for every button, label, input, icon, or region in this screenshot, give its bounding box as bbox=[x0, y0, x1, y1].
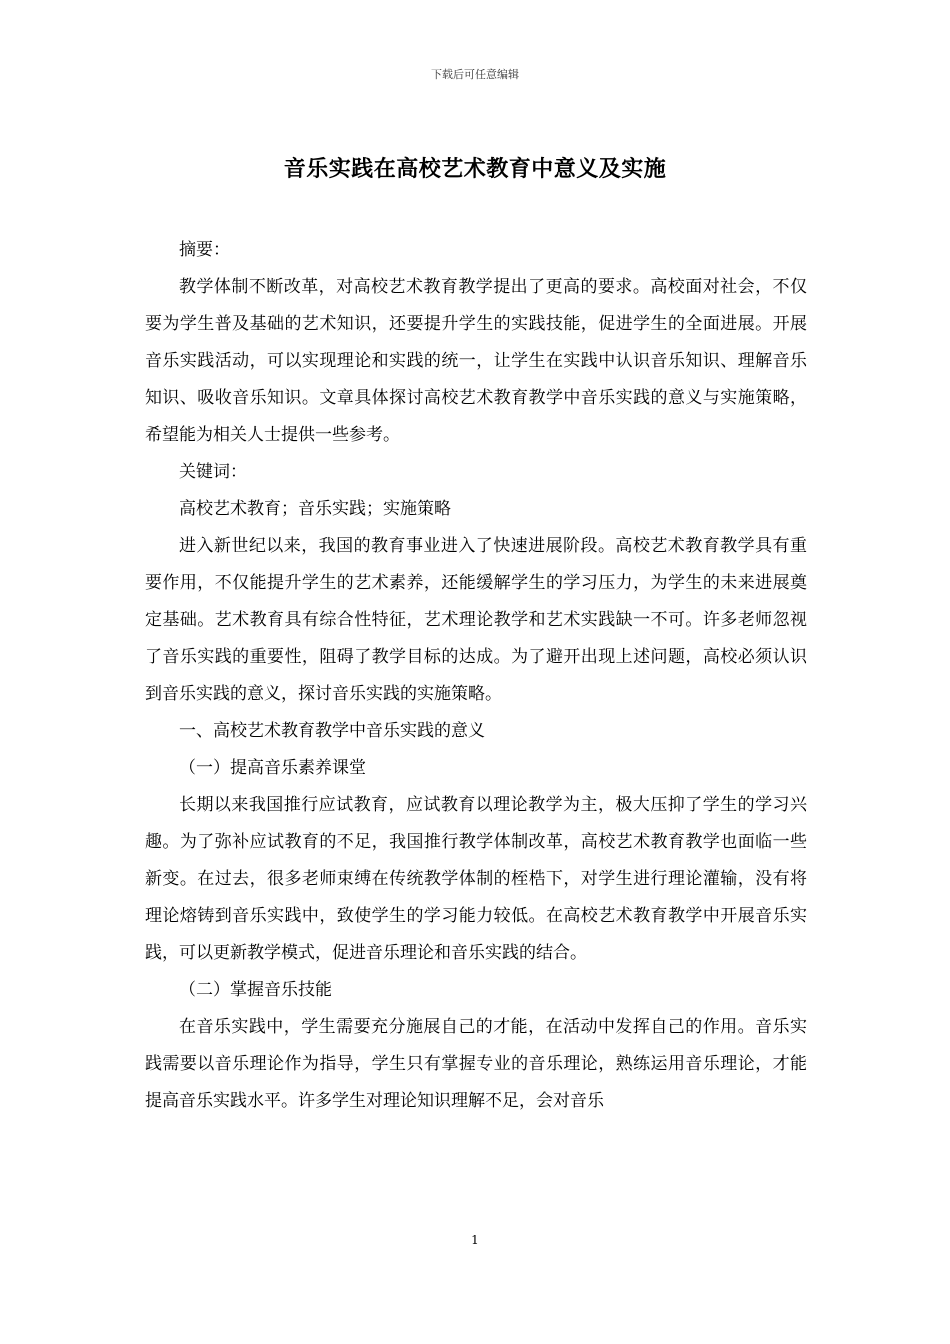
subsection-paragraph-2: 在音乐实践中，学生需要充分施展自己的才能，在活动中发挥自己的作用。音乐实践需要以音乐理论作为指导，学生只有掌握专业的音乐理论，熟练运用音乐理论，才能提高音乐实践水平。许多学生对理论知识理解不足，会对音乐 bbox=[145, 1017, 807, 1111]
keywords-list: 高校艺术教育；音乐实践；实施策略 bbox=[179, 499, 451, 519]
subsection-heading-1: （一）提高音乐素养课堂 bbox=[179, 758, 366, 778]
abstract-heading: 摘要： bbox=[179, 240, 230, 260]
intro-paragraph: 进入新世纪以来，我国的教育事业进入了快速进展阶段。高校艺术教育教学具有重要作用，不仅能提升学生的艺术素养，还能缓解学生的学习压力，为学生的未来进展奠定基础。艺术教育具有综合性特征，艺术理论教学和艺术实践缺一不可。许多老师忽视了音乐实践的重要性，阻碍了教学目标的达成。为了避开出现上述问题，高校必须认识到音乐实践的意义，探讨音乐实践的实施策略。 bbox=[145, 536, 807, 704]
page-number: 1 bbox=[471, 1233, 479, 1247]
section-heading-1: 一、高校艺术教育教学中音乐实践的意义 bbox=[179, 721, 485, 741]
subsection-paragraph-1: 长期以来我国推行应试教育，应试教育以理论教学为主，极大压抑了学生的学习兴趣。为了弥补应试教育的不足，我国推行教学体制改革，高校艺术教育教学也面临一些新变。在过去，很多老师束缚在传统教学体制的桎梏下，对学生进行理论灌输，没有将理论熔铸到音乐实践中，致使学生的学习能力较低。在高校艺术教育教学中开展音乐实践，可以更新教学模式，促进音乐理论和音乐实践的结合。 bbox=[145, 795, 807, 963]
subsection-heading-2: （二）掌握音乐技能 bbox=[179, 980, 332, 1000]
document-title: 音乐实践在高校艺术教育中意义及实施 bbox=[283, 156, 667, 182]
page-header: 下载后可任意编辑 bbox=[431, 68, 519, 81]
abstract-paragraph: 教学体制不断改革，对高校艺术教育教学提出了更高的要求。高校面对社会，不仅要为学生普及基础的艺术知识，还要提升学生的实践技能，促进学生的全面进展。开展音乐实践活动，可以实现理论和实践的统一，让学生在实践中认识音乐知识、理解音乐知识、吸收音乐知识。文章具体探讨高校艺术教育教学中音乐实践的意义与实施策略，希望能为相关人士提供一些参考。 bbox=[145, 277, 807, 445]
keywords-heading: 关键词： bbox=[179, 462, 247, 482]
document-body bbox=[145, 232, 807, 1120]
